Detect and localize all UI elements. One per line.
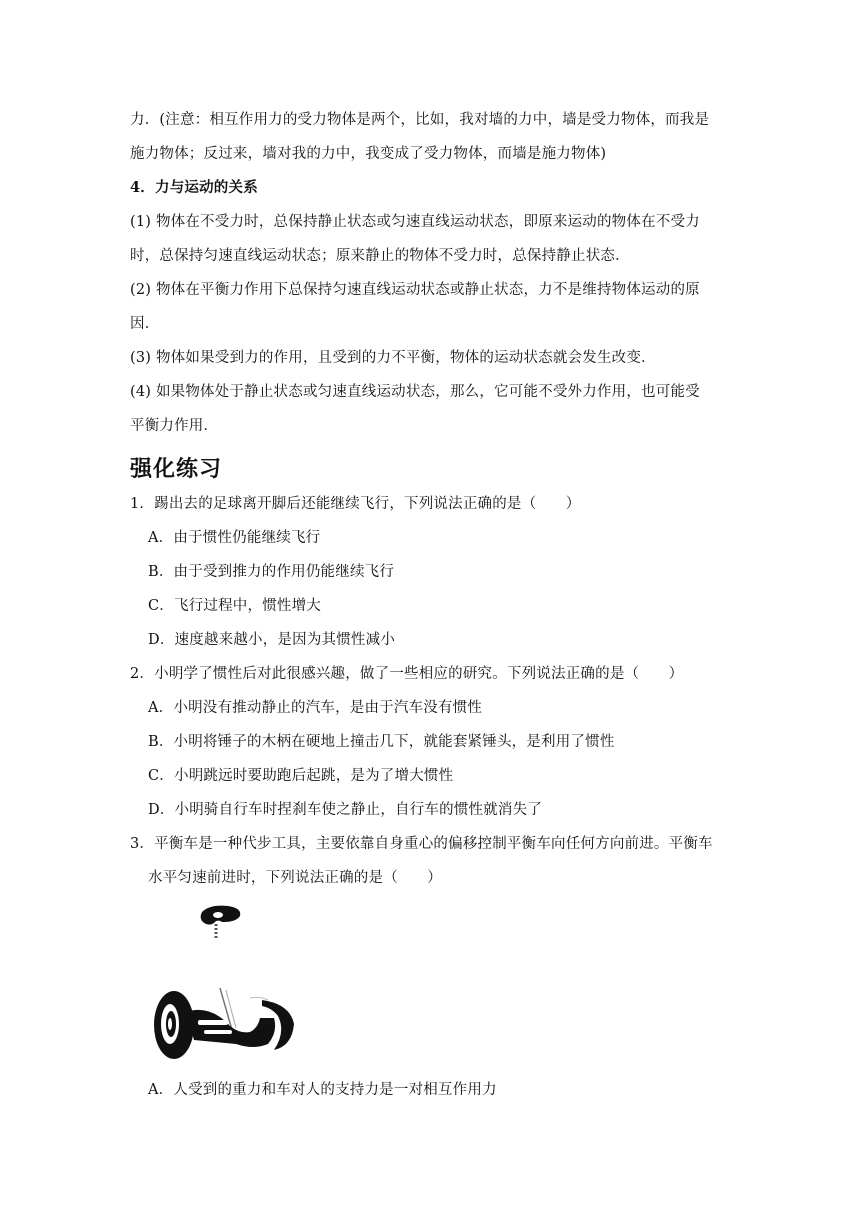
option-c: C．小明跳远时要助跑后起跳，是为了增大惯性 (148, 768, 454, 784)
text-line: 力．(注意：相互作用力的受力物体是两个，比如，我对墙的力中，墙是受力物体，而我是 (130, 112, 710, 128)
option-c: C．飞行过程中，惯性增大 (148, 598, 321, 614)
option-a: A．由于惯性仍能继续飞行 (148, 530, 321, 546)
balance-scooter-illustration (150, 900, 300, 1065)
question-stem-continued: 水平匀速前进时，下列说法正确的是（ ） (148, 870, 442, 886)
option-b: B．小明将锤子的木柄在硬地上撞击几下，就能套紧锤头，是利用了惯性 (148, 734, 615, 750)
question-stem: 2．小明学了惯性后对此很感兴趣，做了一些相应的研究。下列说法正确的是（ ） (130, 666, 684, 682)
option-d: D．速度越来越小，是因为其惯性减小 (148, 632, 396, 648)
text-line: (4) 如果物体处于静止状态或匀速直线运动状态，那么，它可能不受外力作用，也可能受 (130, 384, 700, 400)
option-d: D．小明骑自行车时捏刹车使之静止，自行车的惯性就消失了 (148, 802, 543, 818)
text-line: (1) 物体在不受力时，总保持静止状态或匀速直线运动状态，即原来运动的物体在不受力 (130, 214, 700, 230)
option-a: A．人受到的重力和车对人的支持力是一对相互作用力 (148, 1082, 497, 1098)
practice-heading: 强化练习 (130, 457, 223, 482)
section-title: 4．力与运动的关系 (130, 179, 258, 196)
question-stem: 3．平衡车是一种代步工具，主要依靠自身重心的偏移控制平衡车向任何方向前进。平衡车 (130, 836, 713, 852)
text-line: 时，总保持匀速直线运动状态；原来静止的物体不受力时，总保持静止状态． (130, 248, 630, 264)
text-line: 因． (130, 316, 160, 332)
option-a: A．小明没有推动静止的汽车，是由于汽车没有惯性 (148, 700, 483, 716)
text-line: 平衡力作用． (130, 418, 219, 434)
option-b: B．由于受到推力的作用仍能继续飞行 (148, 564, 395, 580)
text-line: 施力物体；反过来，墙对我的力中，我变成了受力物体，而墙是施力物体) (130, 146, 607, 162)
balance-scooter-figure (150, 900, 300, 1065)
text-line: (2) 物体在平衡力作用下总保持匀速直线运动状态或静止状态，力不是维持物体运动的原 (130, 282, 700, 298)
text-line: (3) 物体如果受到力的作用，且受到的力不平衡，物体的运动状态就会发生改变． (130, 350, 656, 366)
question-stem: 1．踢出去的足球离开脚后还能继续飞行，下列说法正确的是（ ） (130, 496, 581, 512)
